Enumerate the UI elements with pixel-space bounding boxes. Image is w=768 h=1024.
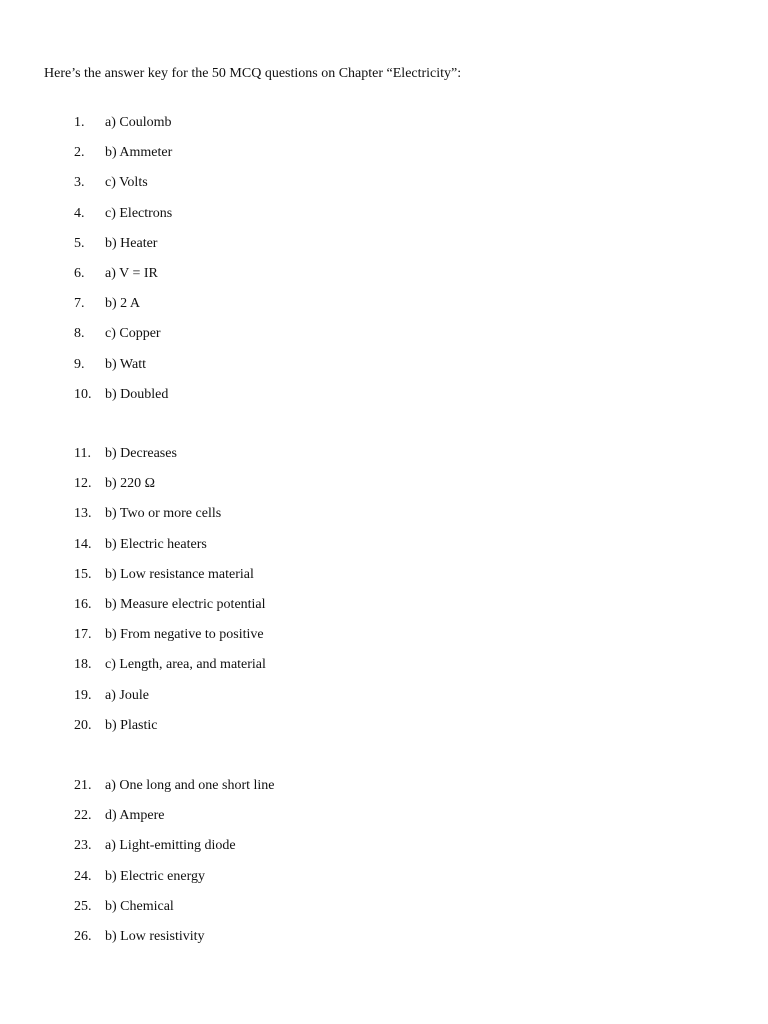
item-number: 11. xyxy=(74,446,91,461)
item-number: 19. xyxy=(74,687,92,703)
item-answer: b) Plastic xyxy=(105,717,158,733)
item-number: 3. xyxy=(74,175,85,191)
item-answer: b) Low resistance material xyxy=(105,566,254,582)
answer-item xyxy=(0,806,768,836)
item-number: 1. xyxy=(74,115,85,130)
item-answer: a) Light-emitting diode xyxy=(105,838,236,854)
answer-item xyxy=(0,173,768,203)
item-answer: a) Coulomb xyxy=(105,115,172,130)
item-number: 6. xyxy=(74,265,85,281)
item-number: 26. xyxy=(74,928,92,944)
item-number: 20. xyxy=(74,717,92,733)
item-answer: b) Watt xyxy=(105,356,146,372)
answer-item xyxy=(0,867,768,897)
item-number: 23. xyxy=(74,838,92,854)
answer-item xyxy=(0,143,768,173)
item-answer: c) Copper xyxy=(105,326,161,342)
item-answer: b) 220 Ω xyxy=(105,476,156,492)
item-answer: b) Chemical xyxy=(105,898,174,914)
answer-item xyxy=(0,625,768,655)
answer-item xyxy=(0,474,768,504)
intro-text: Here’s the answer key for the 50 MCQ questions on Chapter “Electricity”: xyxy=(44,66,462,81)
item-number: 5. xyxy=(74,235,85,251)
item-answer: a) One long and one short line xyxy=(105,778,275,793)
answer-item xyxy=(0,927,768,957)
item-answer: b) Two or more cells xyxy=(105,506,222,522)
item-answer: b) Low resistivity xyxy=(105,928,205,944)
item-answer: b) Electric heaters xyxy=(105,536,207,552)
item-number: 7. xyxy=(74,296,85,312)
item-number: 12. xyxy=(74,476,92,492)
answer-item xyxy=(0,565,768,595)
answer-item xyxy=(0,535,768,565)
item-answer: c) Length, area, and material xyxy=(105,657,266,673)
item-number: 17. xyxy=(74,627,92,643)
answer-item xyxy=(0,234,768,264)
item-number: 10. xyxy=(74,386,92,402)
answer-item xyxy=(0,113,768,143)
item-number: 15. xyxy=(74,566,92,582)
item-number: 18. xyxy=(74,657,92,673)
item-answer: b) Electric energy xyxy=(105,868,206,884)
item-number: 21. xyxy=(74,778,92,793)
item-answer: b) 2 A xyxy=(105,296,140,312)
answer-list-group-1 xyxy=(0,113,768,415)
answer-item xyxy=(0,264,768,294)
answer-item xyxy=(0,355,768,385)
item-answer: b) From negative to positive xyxy=(105,627,264,643)
answer-item xyxy=(0,385,768,415)
answer-item xyxy=(0,686,768,716)
answer-item xyxy=(0,897,768,927)
answer-list-group-2 xyxy=(0,444,768,746)
item-number: 2. xyxy=(74,145,85,161)
answer-item xyxy=(0,204,768,234)
answer-item xyxy=(0,595,768,625)
answer-list-group-3 xyxy=(0,776,768,957)
answer-item xyxy=(0,444,768,474)
item-answer: b) Decreases xyxy=(105,446,177,461)
answer-item xyxy=(0,655,768,685)
answer-item xyxy=(0,716,768,746)
item-number: 22. xyxy=(74,808,92,824)
item-answer: b) Heater xyxy=(105,235,158,251)
item-number: 16. xyxy=(74,596,92,612)
answer-item xyxy=(0,836,768,866)
item-number: 8. xyxy=(74,326,85,342)
item-answer: b) Doubled xyxy=(105,386,169,402)
item-answer: d) Ampere xyxy=(105,808,165,824)
item-number: 25. xyxy=(74,898,92,914)
item-number: 24. xyxy=(74,868,92,884)
answer-item xyxy=(0,294,768,324)
item-answer: c) Electrons xyxy=(105,205,173,221)
answer-item xyxy=(0,504,768,534)
answer-item xyxy=(0,324,768,354)
item-answer: c) Volts xyxy=(105,175,148,191)
item-number: 13. xyxy=(74,506,92,522)
item-number: 14. xyxy=(74,536,92,552)
item-number: 4. xyxy=(74,205,85,221)
item-number: 9. xyxy=(74,356,85,372)
item-answer: b) Measure electric potential xyxy=(105,596,266,612)
answer-item xyxy=(0,776,768,806)
item-answer: b) Ammeter xyxy=(105,145,173,161)
item-answer: a) Joule xyxy=(105,687,149,703)
item-answer: a) V = IR xyxy=(105,265,158,281)
